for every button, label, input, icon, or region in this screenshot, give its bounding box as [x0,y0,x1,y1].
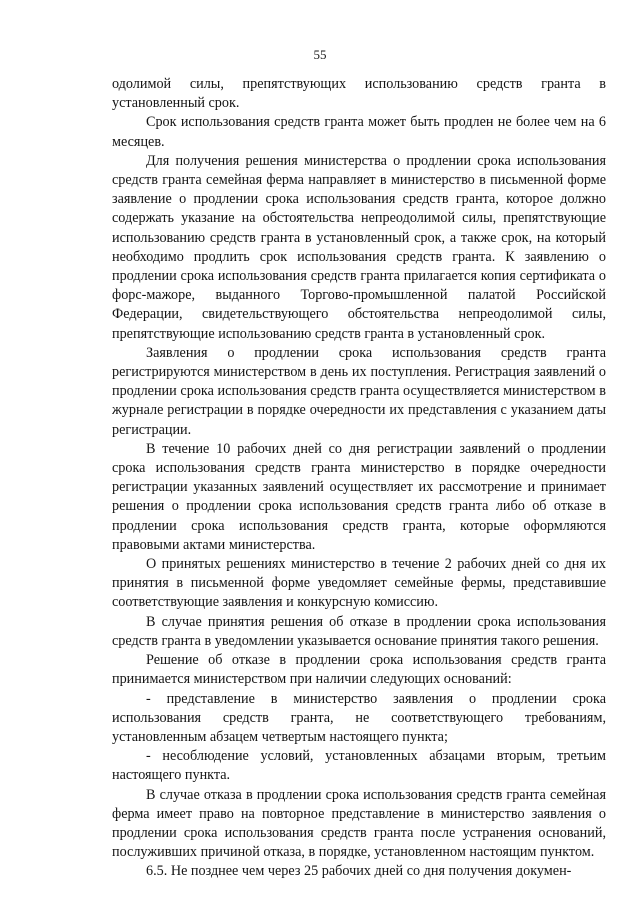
paragraph-refusal-reason: В случае принятия решения об отказе в продлении срока использования средств гранта в уведомлении указывается основание принятия такого решения. [112,613,606,649]
paragraph-registration: Заявления о продлении срока использования средств гранта регистрируются министерством в день их поступления. Регистрация заявлений о продлении срока использования средств гранта осуществляется министерством в журнале регистрации в порядке очередности их представления с указанием даты регистрации. [112,344,606,438]
paragraph-6-5: 6.5. Не позднее чем через 25 рабочих дней со дня получения докумен- [146,863,572,880]
paragraph-refusal-grounds: Решение об отказе в продлении срока использования средств гранта принимается министерством при наличии следующих оснований: [112,652,606,688]
document-text [112,75,606,882]
page-number: 55 [313,47,327,62]
paragraph-application-procedure: Для получения решения министерства о продлении срока использования средств гранта семейная ферма направляет в министерство в письменной форме заявление о продлении срока использования средств гранта, которое должно содержать указание на обстоятельства непреодолимой силы, препятствующие использованию средств гранта в установленный срок, а также срок, на который необходимо продлить срок использования средств гранта. К заявлению о продлении срока использования средств гранта прилагается копия сертификата о форс-мажоре, выданного Торгово-промышленной палатой Российской Федерации, свидетельствующего обстоятельства непреодолимой силы, препятствующие использованию средств гранта в установленный срок. [112,152,606,342]
paragraph-continuation: одолимой силы, препятствующих использованию средств гранта в установленный срок. [112,76,606,112]
paragraph-notification: О принятых решениях министерство в течение 2 рабочих дней со дня их принятия в письменной форме уведомляет семейные фермы, представившие соответствующие заявления и конкурсную комиссию. [112,556,606,611]
list-item-ground-2: - несоблюдение условий, установленных абзацами вторым, третьим настоящего пункта. [112,748,606,784]
paragraph-extension-term: Срок использования средств гранта может быть продлен не более чем на 6 месяцев. [112,114,606,150]
paragraph-resubmission: В случае отказа в продлении срока использования средств гранта семейная ферма имеет право на повторное представление в министерство заявления о продлении срока использования средств гранта после устранения оснований, послуживших причиной отказа, в порядке, установленном настоящим пунктом. [112,786,606,861]
list-item-ground-1: - представление в министерство заявления о продлении срока использования средств гранта, не соответствующего требованиям, установленным абзацем четвертым настоящего пункта; [112,690,606,745]
paragraph-review-period: В течение 10 рабочих дней со дня регистрации заявлений о продлении срока использования средств гранта министерство в порядке очередности регистрации указанных заявлений осуществляет их рассмотрение и принимает решения о продлении срока использования средств гранта либо об отказе в продлении срока использования средств гранта, которые оформляются правовыми актами министерства. [112,440,606,553]
